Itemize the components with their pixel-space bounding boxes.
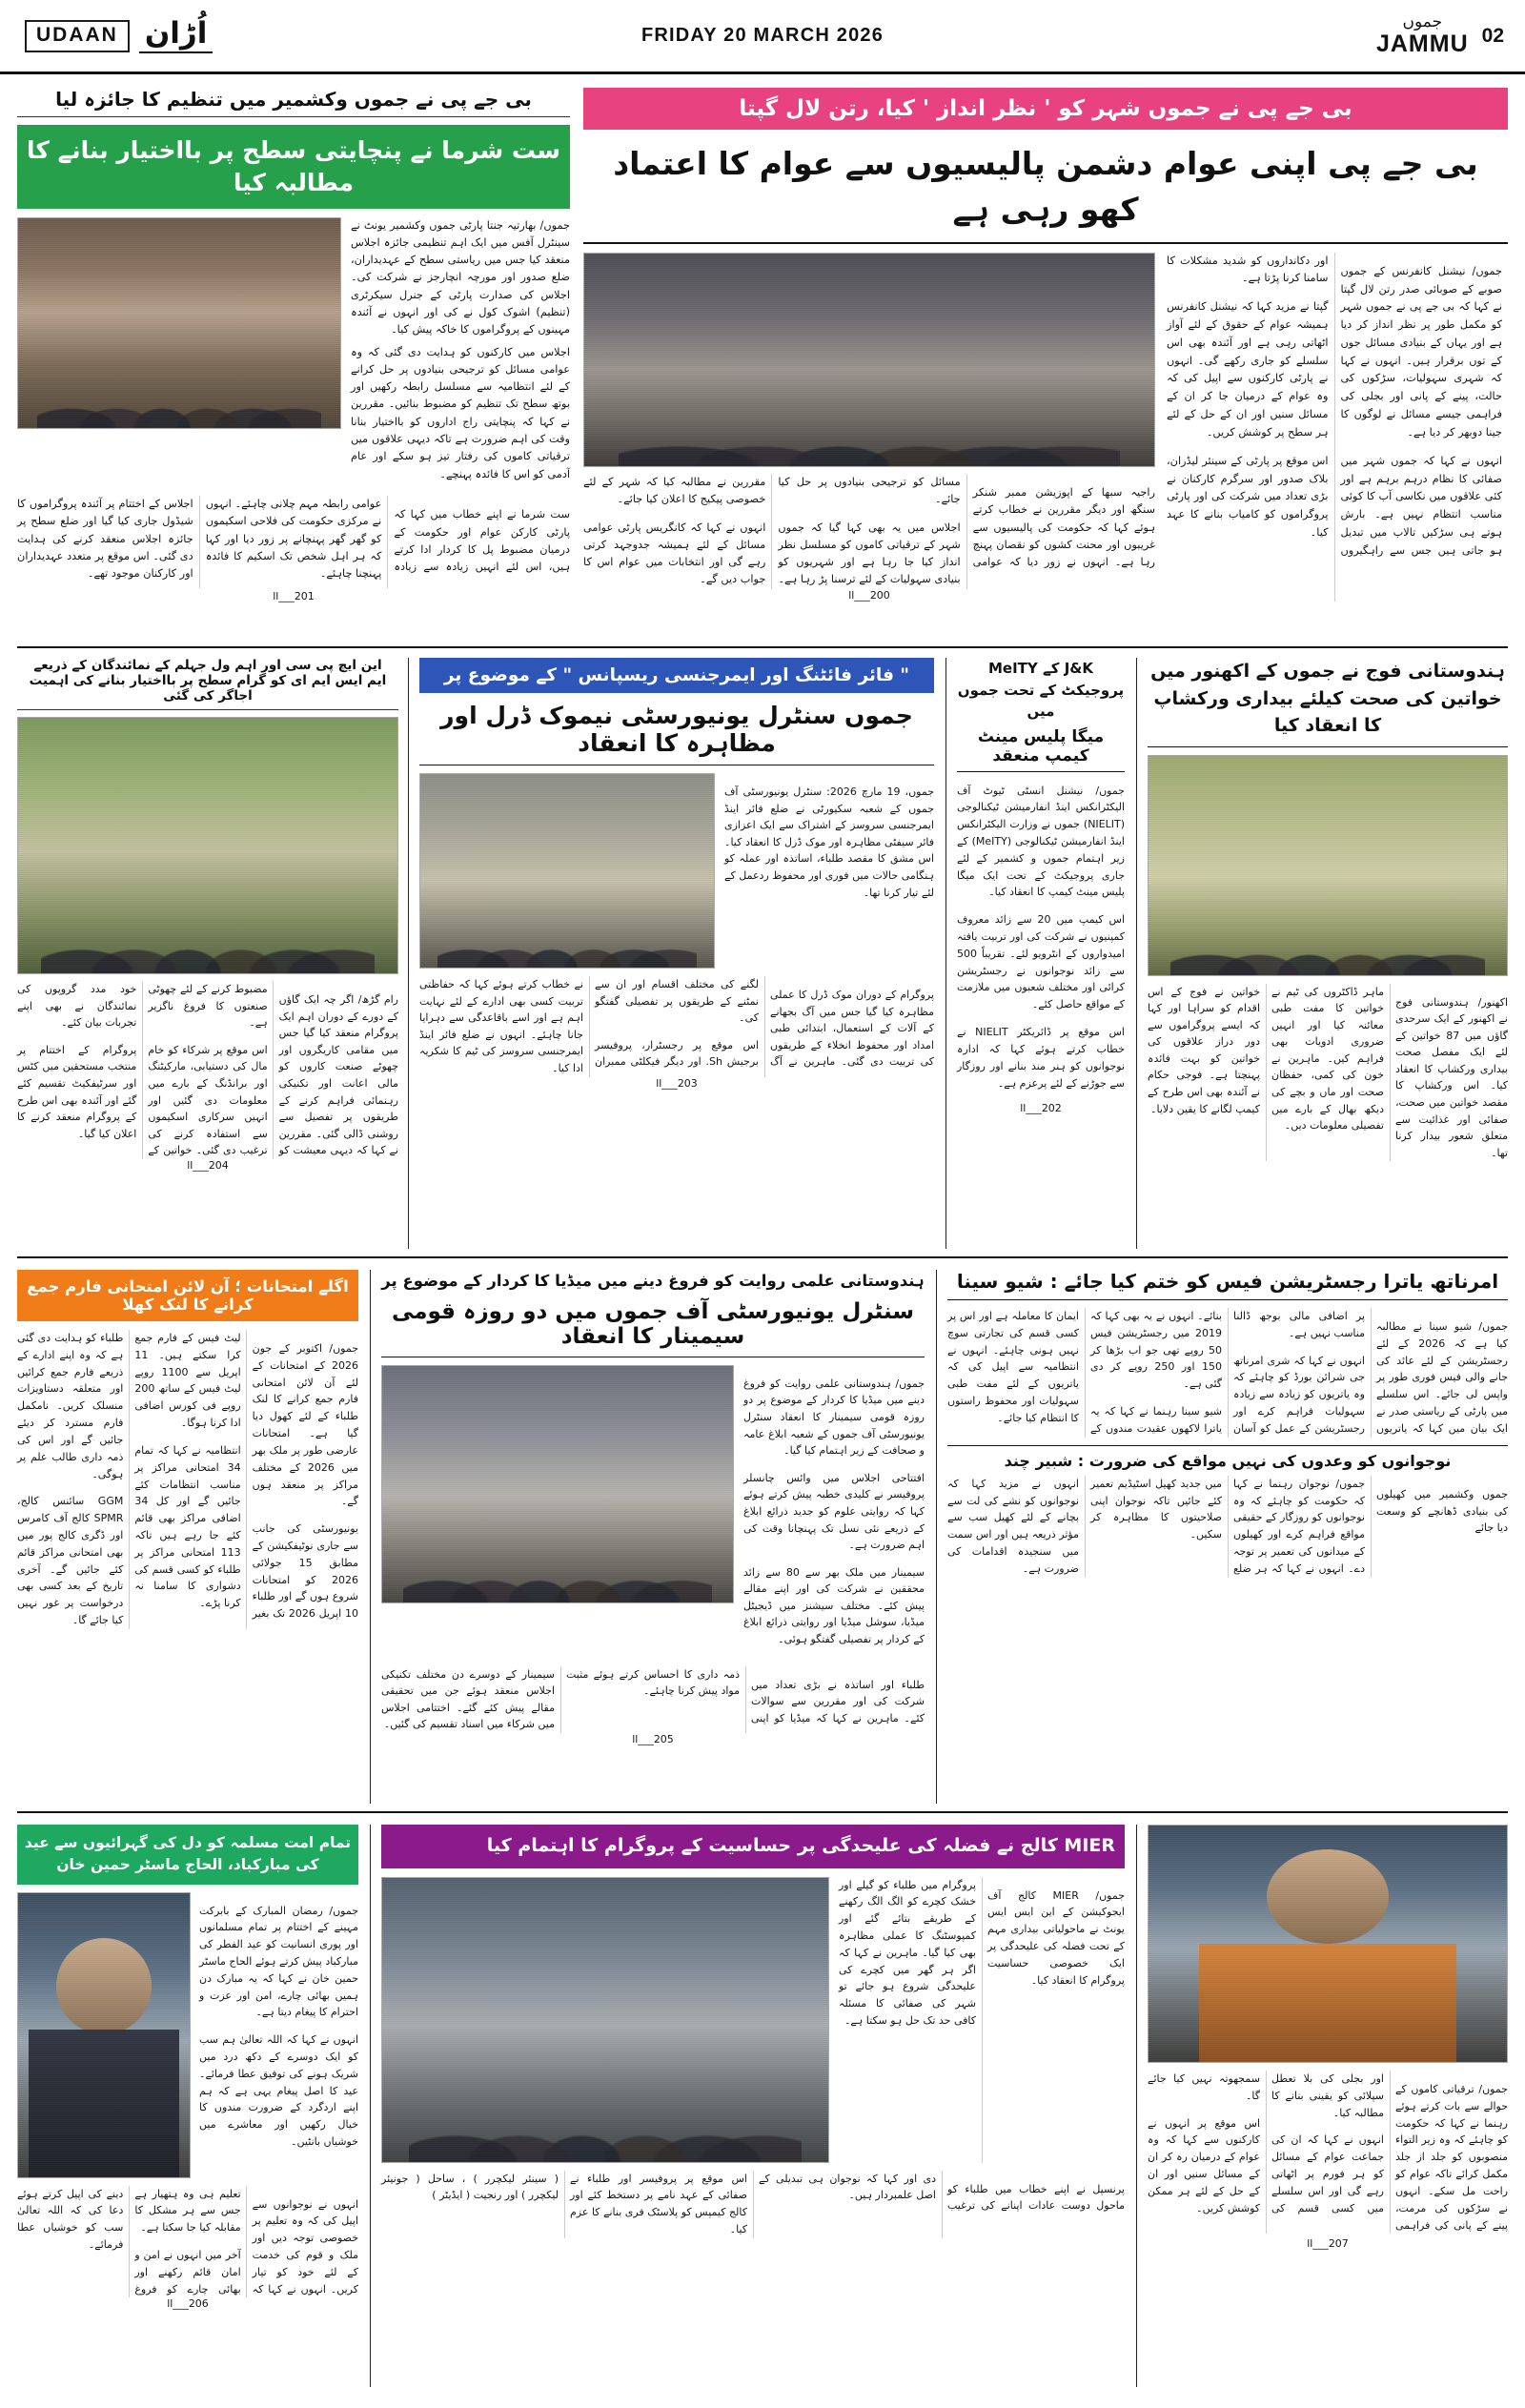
para: انہوں نے کہا کہ شری امرناتھ جی شرائن بورڈ کو چاہئے کہ وہ یاتریوں کو زیادہ سے زیادہ سہولیات فراہم کرے اور رجسٹریشن کے عمل کو آسان بنائے۔ انہوں نے یہ بھی کہا کہ 2019 میں رجسٹریشن فیس 50 روپے تھی جو اب بڑھا کر 150 اور 250 روپے کر دی گئی ہے۔ <box>1090 1310 1365 1435</box>
mock-drill-photo <box>419 773 715 969</box>
masthead-logo-ur: اُڑان <box>139 18 214 53</box>
mock-drill-body-a <box>724 773 934 969</box>
bjp-review-ref: ll___201 <box>273 589 315 602</box>
mock-drill-ref: ll___203 <box>656 1076 698 1090</box>
masthead-city-ur: جموں <box>1402 11 1443 31</box>
article-meity <box>957 658 1125 1114</box>
meity-kicker: J&K کے MeITY پروجیکٹ کے تحت جموں میں <box>957 660 1125 720</box>
masthead <box>0 0 1525 74</box>
masthead-logo-en: UDAAN <box>25 20 130 52</box>
article-exams <box>17 1270 358 1629</box>
para: جموں/ ترقیاتی کاموں کے حوالے سے بات کرتے ہوئے رہنما نے کہا کہ حکومت کو چاہئے کہ وہ زیر التواء منصوبوں کو جلد از جلد مکمل کرائے تاکہ عوام کو راحت مل سکے۔ انہوں نے سڑکوں کی مرمت، پینے کے پانی کی فراہمی اور بجلی کی بلا تعطل سپلائی کو یقینی بنانے کا مطالبہ کیا۔ <box>1271 2072 1508 2232</box>
army-health-body <box>1148 984 1508 1162</box>
para: پرنسپل نے اپنے خطاب میں طلباء کو ماحول دوست عادات اپنانے کی ترغیب دی اور کہا کہ نوجوان ہی تبدیلی کے اصل علمبردار ہیں۔ <box>759 2172 1125 2213</box>
para: انہوں نے کہا کہ اللہ تعالیٰ ہم سب کو ایک دوسرے کے دکھ درد میں شریک ہونے کی توفیق عطا فرمائے۔ عید کا اصل پیغام یہی ہے کہ ہم اپنے اردگرد کے ضرورت مندوں کا خیال رکھیں اور معاشرے میں خوشیاں بانٹیں۔ <box>199 2033 358 2149</box>
amarnath-body <box>947 1308 1508 1438</box>
para: جموں/ ہندوستانی علمی روایت کو فروغ دینے میں میڈیا کا کردار کے موضوع پر دو روزہ قومی سیمینار کا انعقاد سنٹرل یونیورسٹی آف جموں کے شعبہ ابلاغ عامہ و صحافت کے زیر اہتمام کیا گیا۔ <box>743 1377 925 1458</box>
mier-photo <box>381 1877 829 2163</box>
para: اس موقع پر پارٹی کے سینئر لیڈران، بلاک صدور اور سرگرم کارکنان نے بڑی تعداد میں شرکت کی اور پارٹی پروگراموں کو کامیاب بنانے کا عہد کیا۔ <box>1167 454 1329 539</box>
eid-ref: ll___206 <box>167 2297 209 2311</box>
jammu-leader-photo <box>1148 1825 1508 2063</box>
bjp-review-body-a <box>351 217 570 488</box>
eid-band <box>17 1825 358 1885</box>
divider <box>17 1811 1508 1813</box>
para: انتظامیہ نے کہا کہ تمام 34 امتحانی مراکز پر مناسب انتظامات کئے جائیں گے اور کل 34 اضافی مراکز بھی قائم کئے جا رہے ہیں تاکہ 113 امتحانی مراکز پر طلباء کو کسی قسم کی دشواری کا سامنا نہ کرنا پڑے۔ <box>134 1443 241 1610</box>
ref-number: 205 <box>653 1733 674 1746</box>
divider <box>17 1256 1508 1258</box>
nhpc-body <box>17 981 398 1159</box>
para: GGM سائنس کالج، SPMR کالج آف کامرس اور ڈگری کالج پور میں بھی امتحانی مراکز قائم کئے جائیں گے۔ آخری تاریخ کے بعد کسی بھی درخواست پر غور نہیں کیا جائے گا۔ <box>17 1495 124 1626</box>
nhpc-kicker: این ایچ پی سی اور اہم ول جہلم کے نمائندگان کے ذریعے <box>33 658 382 673</box>
divider <box>1136 1825 1137 2387</box>
para: انہوں نے کہا کہ ان کی جماعت عوام کے مسائل کو ہر فورم پر اٹھاتی رہے گی اور اس سلسلے میں کسی قسم کی سمجھوتہ نہیں کیا جائے گا۔ <box>1148 2072 1384 2214</box>
para: انہوں نے کہا کہ کانگریس پارٹی عوامی مسائل کے لئے ہمیشہ جدوجہد کرتی رہے گی اور انتخابات میں عوام اس کا جواب دیں گے۔ <box>583 520 766 586</box>
mier-band <box>381 1825 1125 1868</box>
ref-number: 204 <box>208 1158 229 1172</box>
para: اس کیمپ میں 20 سے زائد معروف کمپنیوں نے شرکت کی اور تربیت یافتہ امیدواروں کے انٹرویو لئے۔ تقریباً 500 سے زائد نوجوانوں نے رجسٹریشن کرائی اور مختلف شعبوں میں ملازمت کے مواقع حاصل کئے۔ <box>957 913 1125 1011</box>
nhpc-ref: ll___204 <box>187 1158 229 1172</box>
bjp-review-photo <box>17 217 341 429</box>
meity-headline: میگا پلیس مینٹ کیمپ منعقد <box>957 727 1125 772</box>
para: جموں/ شیو سینا نے مطالبہ کیا ہے کہ 2026 کے لئے رجسٹریشن کے لئے عائد کی جانے والی فیس فوری طور پر واپس لی جائے۔ اس سلسلے میں پارٹی کے ریاستی صدر نے ایک بیان میں کہا کہ یاتریوں پر اضافی مالی بوجھ ڈالنا مناسب نہیں ہے۔ <box>1233 1310 1508 1435</box>
divider <box>936 1270 937 1804</box>
bjp-ignore-photo <box>583 253 1155 467</box>
para: اکھنور/ ہندوستانی فوج نے اکھنور کے ایک سرحدی گاؤں میں 87 خواتین کے لئے ایک مفصل صحت بیداری ورکشاپ کا انعقاد کیا۔ اس ورکشاپ کا مقصد خواتین میں صحت، صفائی اور غذائیت سے متعلق شعور بیدار کرنا تھا۔ <box>1395 995 1508 1159</box>
para: گپتا نے مزید کہا کہ نیشنل کانفرنس ہمیشہ عوام کے حقوق کے لئے آواز اٹھاتی رہی ہے اور آئندہ بھی اس سلسلے کو جاری رکھے گی۔ انہوں نے پارٹی کارکنوں سے اپیل کی کہ وہ عوام کے درمیان جا کر ان کے مسائل سنیں اور ان کے حل کے لئے ہر سطح پر کوشش کریں۔ <box>1167 300 1329 439</box>
para: پروگرام کے اختتام پر منتخب مستحقین میں کٹس اور سرٹیفکیٹ تقسیم کئے گئے اور آئندہ بھی اس طرح کے پروگرام منعقد کرنے کا اعلان کیا گیا۔ <box>17 1043 137 1140</box>
para: اس موقع پر شرکاء کو خام مال کی دستیابی، مارکیٹنگ اور برانڈنگ کے بارے میں معلومات دی گئیں اور انہیں سرکاری اسکیموں سے استفادہ کرنے کی ترغیب دی گئی۔ خواتین کے خود مدد گروپوں کی نمائندگان نے بھی اپنے تجربات بیان کئے۔ <box>17 983 268 1157</box>
bjp-ignore-body-right <box>1167 253 1502 602</box>
page-number: 02 <box>1481 24 1504 47</box>
ref-number: 202 <box>1041 1102 1062 1115</box>
para: اس موقع پر پروفیسر اور طلباء نے صفائی کے عہد نامے پر دستخط کئے اور کالج کیمپس کو پلاسٹک فری بنانے کا عزم کیا۔ <box>570 2172 747 2235</box>
eid-band-text: تمام امت مسلمہ کو دل کی گہرائیوں سے عید کی مبارکباد، الحاج ماسٹر حمین خان <box>24 1834 352 1874</box>
para: طلباء اور اساتذہ نے بڑی تعداد میں شرکت کی اور مقررین سے سوالات کئے۔ ماہرین نے کہا کہ میڈیا کو اپنی ذمہ داری کا احساس کرتے ہوئے مثبت مواد پیش کرنا چاہئے۔ <box>566 1667 925 1724</box>
bjp-ignore-headline: بی جے پی اپنی عوام دشمن پالیسیوں سے عوام کا اعتماد کھو رہی ہے <box>583 141 1508 244</box>
article-mock-drill <box>419 658 934 1090</box>
media-role-headline: سنٹرل یونیورسٹی آف جموں میں دو روزہ قومی سیمینار کا انعقاد <box>381 1299 925 1357</box>
para: اس موقع پر انہوں نے کارکنوں سے کہا کہ وہ عوام کے درمیان رہ کر ان کے مسائل سنیں اور ان کے حل کے لئے ہر ممکن کوشش کریں۔ <box>1148 2116 1260 2214</box>
para: اجلاس کے اختتام پر آئندہ پروگراموں کا شیڈول جاری کیا گیا اور ضلع سطح پر جائزہ اجلاس منعقد کرنے کی ہدایت دی گئی۔ اس موقع پر متعدد عہدیداران اور کارکنان موجود تھے۔ <box>17 497 193 581</box>
divider <box>370 1270 371 1804</box>
nhpc-subkicker: ایم ایس ایم ای کو گرام سطح پر بااختیار بنانے کی اہمیت اجاگر کی گئی <box>17 673 398 710</box>
para: اجلاس میں یہ بھی کہا گیا کہ جموں شہر کے ترقیاتی کاموں کو مسلسل نظر انداز کیا جا رہا ہے اور شہریوں کو بنیادی سہولیات کے لئے ترسنا پڑ رہا ہے۔ مقررین نے مطالبہ کیا کہ شہر کے لئے خصوصی پیکیج کا اعلان کیا جائے۔ <box>583 475 961 586</box>
divider <box>408 658 409 1249</box>
army-health-photo <box>1148 755 1508 976</box>
para: شیو سینا رہنما نے کہا کہ یہ یاترا لاکھوں عقیدت مندوں کے ایمان کا معاملہ ہے اور اس پر کسی قسم کی تجارتی سوچ نہیں ہونی چاہئے۔ انہوں نے انتظامیہ سے اپیل کی کہ یاتریوں کے لئے مفت طبی سہولیات اور محفوظ راستوں کا انتظام کیا جائے۔ <box>947 1310 1222 1435</box>
para: پروگرام میں طلباء کو گیلے اور خشک کچرے کو الگ الگ رکھنے کے طریقے بتائے گئے اور کمپوسٹنگ کا عملی مظاہرہ بھی کیا گیا۔ ماہرین نے کہا کہ اگر ہر گھر میں کچرے کی علیحدگی شروع ہو جائے تو شہر کی صفائی کا مسئلہ کافی حد تک حل ہو سکتا ہے۔ <box>839 1878 976 2028</box>
para: رام گڑھ/ اگر چہ ایک گاؤں کے دورے کے دوران اہم ایک پروگرام منعقد کیا گیا جس میں مقامی کاریگروں اور چھوٹے صنعت کاروں کو مالی اعانت اور تکنیکی رہنمائی فراہم کرنے کے طریقوں پر تفصیل سے روشنی ڈالی گئی۔ مقررین نے کہا کہ دیہی معیشت کو مضبوط کرنے کے لئے چھوٹی صنعتوں کا فروغ ناگزیر ہے۔ <box>148 983 398 1157</box>
article-eid <box>17 1825 358 2310</box>
media-role-ref: ll___205 <box>632 1733 674 1746</box>
mock-drill-band <box>419 658 934 693</box>
para: اس موقع پر ڈائریکٹر NIELIT نے خطاب کرتے ہوئے کہا کہ ادارہ نوجوانوں کو ہنر مند بنانے اور روزگار سے جوڑنے کے لئے پرعزم ہے۔ <box>957 1026 1125 1090</box>
para: پروگرام کے دوران موک ڈرل کا عملی مظاہرہ کیا گیا جس میں آگ بجھانے کے آلات کے استعمال، ابتدائی طبی امداد اور محفوظ انخلاء کے طریقوں کی تربیت دی گئی۔ ماہرین نے آگ لگنے کی مختلف اقسام اور ان سے نمٹنے کے طریقوں پر تفصیلی گفتگو کی۔ <box>595 978 934 1069</box>
masthead-date: FRIDAY 20 MARCH 2026 <box>640 25 884 46</box>
para: جموں/ نیشنل کانفرنس کے جموں صوبے کے صوبائی صدر رتن لال گپتا نے کہا کہ بی جے پی نے جموں شہر کو مکمل طور پر نظر انداز کر دیا ہے اور یہاں کے بنیادی مسائل جوں کے توں برقرار ہیں۔ انہوں نے کہا کہ شہری سہولیات، سڑکوں کی حالت، پینے کے پانی اور بجلی کی فراہمی جیسے مسائل نے لوگوں کا جینا دوبھر کر دیا ہے۔ <box>1340 264 1502 439</box>
para: اجلاس میں کارکنوں کو ہدایت دی گئی کہ وہ عوامی مسائل کو ترجیحی بنیادوں پر حل کرانے کے لئے انتظامیہ سے مسلسل رابطہ رکھیں اور بوتھ سطح تک تنظیم کو مضبوط بنائیں۔ مقررین نے کہا کہ پنچایتی راج اداروں کو بااختیار بنانا وقت کی اہم ضرورت ہے تاکہ دیہی علاقوں میں ترقیاتی کاموں کی رفتار تیز ہو سکے اور عام آدمی کو اس کا فائدہ پہنچے۔ <box>351 345 570 480</box>
bjp-ignore-ref: ll___200 <box>848 588 890 602</box>
article-nhpc <box>17 658 398 1172</box>
masthead-city <box>1239 0 1525 71</box>
army-health-headline: ہندوستانی فوج نے جموں کے اکھنور میں خواتین کی صحت کیلئے بیداری ورکشاپ کا انعقاد کیا <box>1148 658 1508 747</box>
para: راجیہ سبھا کے اپوزیشن ممبر شنکر سنگھ اور دیگر مقررین نے خطاب کرتے ہوئے کہا کہ حکومت کی پالیسیوں سے غریبوں اور محنت کشوں کو نقصان پہنچ رہا ہے۔ انہوں نے زور دیا کہ عوامی مسائل کو ترجیحی بنیادوں پر حل کیا جائے۔ <box>778 475 1155 569</box>
article-amarnath <box>947 1270 1508 1578</box>
para: جموں/ رمضان المبارک کے بابرکت مہینے کے اختتام پر تمام مسلمانوں اور پوری انسانیت کو عید الفطر کی مبارکباد پیش کرتے ہوئے الحاج ماسٹر حمین خان نے کہا کہ یہ مبارک دن ہمیں بھائی چارے، امن اور عزت و احترام کا پیغام دیتا ہے۔ <box>199 1904 358 2019</box>
para: جموں، 19 مارچ 2026: سنٹرل یونیورسٹی آف جموں کے شعبہ سکیورٹی نے ضلع فائر اینڈ ایمرجنسی سروسز کے اشتراک سے ایک اعزازی فائر سیفٹی مظاہرہ اور موک ڈرل کا انعقاد کیا۔ اس مشق کا مقصد طلباء، اساتذہ اور عملہ کو ہنگامی حالات میں فوری اور محفوظ ردعمل کے لئے تیار کرنا تھا۔ <box>724 786 934 899</box>
ref-number: 200 <box>869 588 890 602</box>
article-mier <box>381 1825 1125 2238</box>
bjp-ignore-band <box>583 88 1508 130</box>
nhpc-photo <box>17 717 398 974</box>
bjp-review-band <box>17 125 570 209</box>
youth-body <box>947 1476 1508 1578</box>
para: سیمینار میں ملک بھر سے 80 سے زائد محققین نے شرکت کی اور اپنے مقالے پیش کئے۔ مختلف سیشنز میں ڈیجیٹل میڈیا، سوشل میڈیا اور روایتی ذرائع ابلاغ کے کردار پر تفصیلی گفتگو ہوئی۔ <box>743 1565 925 1646</box>
ref-number: 203 <box>677 1076 698 1090</box>
mier-body-b <box>381 2171 1125 2238</box>
para: ( سینئر لیکچرر ) ، ساحل ( جونیئر لیکچرر ) اور رنجیت ( ایڈیٹر ) <box>381 2172 559 2202</box>
para: جموں وکشمیر میں کھیلوں کی بنیادی ڈھانچے کو وسعت دیا جائے <box>1376 1487 1508 1535</box>
mock-drill-headline: جموں سنٹرل یونیورسٹی نیموک ڈرل اور مظاہرہ کا انعقاد <box>419 702 934 765</box>
jammu-leader-ref: ll___207 <box>1307 2237 1349 2251</box>
article-army-health <box>1148 658 1508 1161</box>
para: انہوں نے نوجوانوں سے اپیل کی کہ وہ تعلیم پر خصوصی توجہ دیں اور ملک و قوم کی خدمت کے لئے خود کو تیار کریں۔ انہوں نے کہا کہ تعلیم ہی وہ ہتھیار ہے جس سے ہر مشکل کا مقابلہ کیا جا سکتا ہے۔ <box>134 2187 358 2296</box>
jammu-leader-body <box>1148 2071 1508 2234</box>
para: انہوں نے مزید کہا کہ نوجوانوں کو نشے کی لت سے بچانے کے لئے کھیل سب سے مؤثر ذریعہ ہیں اور اس سمت میں سنجیدہ اقدامات کی ضرورت ہے۔ <box>947 1477 1079 1575</box>
para: یونیورسٹی کی جانب سے جاری نوٹیفکیشن کے مطابق 15 جولائی 2026 کو امتحانات شروع ہوں گے اور طلباء 10 اپریل 2026 تک بغیر لیٹ فیس کے فارم جمع کرا سکتے ہیں۔ 11 اپریل سے 1100 روپے لیٹ فیس کے ساتھ 200 روپے فی کورس اضافی ادا کرنا ہوگا۔ <box>134 1332 358 1621</box>
article-jammu-leader <box>1148 1825 1508 2250</box>
article-bjp-review <box>17 88 570 602</box>
eid-body-b <box>17 2186 358 2298</box>
para: جموں/ MIER کالج آف ایجوکیشن کے این ایس ایس یونٹ نے ماحولیاتی بیداری مہم کے تحت فضلہ کی علیحدگی پر ایک خصوصی حساسیت پروگرام کا انعقاد کیا۔ <box>987 1888 1125 1987</box>
ref-number: 206 <box>188 2297 209 2311</box>
masthead-logo <box>0 0 286 71</box>
bjp-review-kicker: بی جے پی نے جموں وکشمیر میں تنظیم کا جائزہ لیا <box>17 88 570 117</box>
para: جموں/ اکتوبر کے جون 2026 کے امتحانات کے لئے آن لائن امتحانی فارم جمع کرانے کا لنک طلباء کے لئے کھول دیا گیا ہے۔ امتحانات عارضی طور پر ملک بھر میں 2026 کے مختلف مراکز پر منعقد ہوں گے۔ <box>252 1342 358 1508</box>
para: انہوں نے کہا کہ جموں شہر میں صفائی کا نظام درہم برہم ہے اور کئی علاقوں میں نکاسی آب کا کوئی مناسب انتظام نہیں ہے۔ بارش ہوتے ہی سڑکیں تالاب میں تبدیل ہو جاتی ہیں جس سے راہگیروں اور دکانداروں کو شدید مشکلات کا سامنا کرنا پڑتا ہے۔ <box>1167 254 1502 557</box>
para: افتتاحی اجلاس میں وائس چانسلر پروفیسر نے کلیدی خطبہ پیش کرتے ہوئے کہا کہ روایتی علوم کو جدید ذرائع ابلاغ کے ذریعے نئی نسل تک پہنچانا وقت کی اہم ضرورت ہے۔ <box>743 1471 925 1552</box>
eid-body-a <box>199 1892 358 2178</box>
divider <box>17 646 1508 648</box>
article-bjp-ignore <box>583 88 1508 602</box>
eid-portrait-photo <box>17 1892 191 2178</box>
bjp-ignore-body-left <box>583 474 1155 589</box>
para: سیمینار کے دوسرے دن مختلف تکنیکی اجلاس منعقد ہوئے جن میں تحقیقی مقالے پیش کئے گئے۔ اختتامی اجلاس میں شرکاء میں اسناد تقسیم کی گئیں۔ <box>381 1667 555 1731</box>
para: طلباء کو ہدایت دی گئی ہے کہ وہ اپنے ادارے کے ذریعے فارم جمع کرائیں اور متعلقہ دستاویزات منسلک کریں۔ نامکمل فارم مسترد کر دیئے جائیں گے اور اس کی ذمہ داری طالب علم پر ہوگی۔ <box>17 1332 124 1480</box>
meity-ref: ll___202 <box>1020 1102 1062 1115</box>
amarnath-headline: امرناتھ یاترا رجسٹریشن فیس کو ختم کیا جائے : شیو سینا <box>947 1270 1508 1300</box>
youth-kicker: نوجوانوں کو وعدوں کی نہیں مواقع کی ضرورت : شبیر چند <box>947 1445 1508 1470</box>
bjp-ignore-band-text: بی جے پی نے جموں شہر کو ' نظر انداز ' کیا، رتن لال گپتا <box>739 96 1352 121</box>
media-role-kicker: ہندوستانی علمی روایت کو فروغ دینے میں میڈیا کا کردار کے موضوع پر <box>381 1272 925 1290</box>
ref-number: 207 <box>1328 2237 1349 2251</box>
exams-band <box>17 1270 358 1321</box>
mock-drill-band-text: " فائر فائٹنگ اور ایمرجنسی ریسپانس " کے موضوع پر <box>443 665 910 685</box>
mock-drill-body-b <box>419 976 934 1077</box>
para: جموں/ نیشنل انسٹی ٹیوٹ آف الیکٹرانکس اینڈ انفارمیشن ٹیکنالوجی (NIELIT) جموں نے وزارت الیکٹرانکس اینڈ انفارمیشن ٹیکنالوجی (MeITY) کے زیر اہتمام جموں و کشمیر کے لئے جاری پروجیکٹ کے تحت ایک میگا پلیس مینٹ کیمپ کا انعقاد کیا۔ <box>957 784 1125 899</box>
para: اس موقع پر رجسٹرار، پروفیسر برجیش Sh. اور دیگر فیکلٹی ممبران نے خطاب کرتے ہوئے کہا کہ حفاظتی تربیت کسی بھی ادارے کے لئے نہایت اہم ہے اور اسے باقاعدگی سے دہرایا جانا چاہئے۔ انہوں نے ضلع فائر اینڈ ایمرجنسی سروسز کی ٹیم کا شکریہ ادا کیا۔ <box>419 978 759 1074</box>
masthead-city-en: JAMMU <box>1375 30 1469 57</box>
media-role-body-left <box>381 1666 925 1733</box>
media-role-photo <box>381 1365 734 1603</box>
para: جموں/ نوجوان رہنما نے کہا کہ حکومت کو چاہئے کہ وہ نوجوانوں کو روزگار کے حقیقی مواقع فراہم کرے اور کھیلوں کے میدانوں کی تعمیر پر توجہ دے۔ انہوں نے کہا کہ ہر ضلع میں جدید کھیل اسٹیڈیم تعمیر کئے جائیں تاکہ نوجوان اپنی صلاحیتوں کا مظاہرہ کر سکیں۔ <box>1090 1477 1365 1575</box>
bjp-review-band-text: ست شرما نے پنچایتی سطح پر بااختیار بنانے کا مطالبہ کیا <box>27 136 560 196</box>
para: خواتین نے فوج کے اس اقدام کو سراہا اور کہا کہ ایسے پروگراموں سے دور دراز علاقوں کی خواتین کو بہت فائدہ پہنچتا ہے۔ فوجی حکام نے آئندہ بھی اس طرح کے کیمپ لگانے کا یقین دلایا۔ <box>1148 985 1260 1115</box>
para: ماہر ڈاکٹروں کی ٹیم نے خواتین کا مفت طبی معائنہ کیا اور انہیں ضروری ادویات بھی فراہم کیں۔ ماہرین نے خون کی کمی، حفظان صحت اور ماں و بچے کی دیکھ بھال کے بارے میں تفصیلی معلومات دیں۔ <box>1271 985 1384 1133</box>
para: ست شرما نے اپنے خطاب میں کہا کہ پارٹی کارکن عوام اور حکومت کے درمیان مضبوط پل کا کردار ادا کرتے ہیں، اس لئے انہیں زیادہ سے زیادہ عوامی رابطہ مہم چلانی چاہئے۔ انہوں نے مرکزی حکومت کی فلاحی اسکیموں کو گھر گھر پہنچانے پر زور دیا اور کہا کہ ہر اہل شخص تک اسکیم کا فائدہ پہنچنا چاہئے۔ <box>205 497 570 581</box>
para: آخر میں انہوں نے امن و امان قائم رکھنے اور بھائی چارے کو فروغ دینے کی اپیل کرتے ہوئے دعا کی کہ اللہ تعالیٰ سب کو خوشیاں عطا فرمائے۔ <box>17 2187 241 2296</box>
exams-band-text: اگلے امتحانات ؛ آن لائن امتحانی فارم جمع کرانے کا لنک کھلا <box>27 1277 349 1314</box>
article-media-role <box>381 1270 925 1745</box>
mier-body-a <box>839 1877 1125 2163</box>
divider <box>1136 658 1137 1249</box>
ref-number: 201 <box>294 589 315 602</box>
mier-band-text: MIER کالج نے فضلہ کی علیحدگی پر حساسیت کے پروگرام کا اہتمام کیا <box>486 1835 1115 1856</box>
bjp-review-body-b <box>17 496 570 588</box>
exams-body <box>17 1330 358 1629</box>
meity-body <box>957 783 1125 1092</box>
media-role-body-right <box>743 1365 925 1659</box>
para: جموں/ بھارتیہ جنتا پارٹی جموں وکشمیر یونٹ نے سینٹرل آفس میں ایک اہم تنظیمی جائزہ اجلاس منعقد کیا جس میں ریاستی سطح کے عہدیداران، ضلع صدور اور مورچہ انچارجز نے شرکت کی۔ اجلاس کی صدارت پارٹی کے جنرل سیکرٹری (تنظیم) اشوک کول نے کی اور انہوں نے آئندہ مہینوں کے پروگراموں کا خاکہ پیش کیا۔ <box>351 218 570 337</box>
divider <box>370 1825 371 2387</box>
